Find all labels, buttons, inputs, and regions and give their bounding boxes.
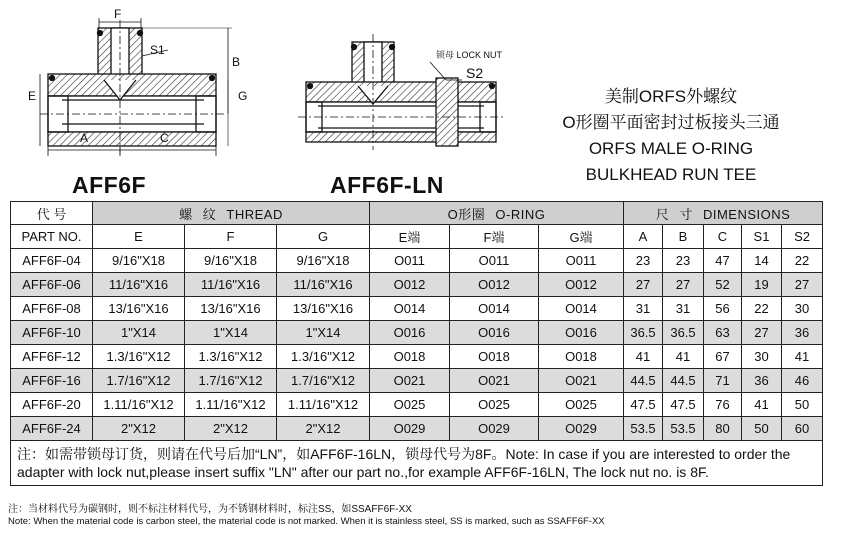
cell: 27 <box>742 321 782 345</box>
cell: 50 <box>782 393 823 417</box>
material-note-en: Note: When the material code is carbon steel, the material code is not marked. When it is stainless steel, SS is marked, such as SSAFF6F-XX <box>8 516 605 527</box>
label-s1: S1 <box>150 43 165 57</box>
label-c: C <box>160 131 169 145</box>
cell: 11/16"X16 <box>93 273 185 297</box>
cell: 46 <box>782 369 823 393</box>
label-s2: S2 <box>466 65 484 81</box>
lock-nut-note: 注：如需带锁母订货，则请在代号后加“LN”，如AFF6F-16LN，锁母代号为8F。Note: In case if you are interested to order the adapter with lock nut,please insert suffix "LN" after our part no.,for example AFF6F-16LN, The lock nut no. is 8F. <box>11 441 823 486</box>
oring-group-header: O形圈 O-RING <box>370 202 624 225</box>
cell: O016 <box>539 321 624 345</box>
cell: 9/16"X18 <box>185 249 277 273</box>
model-aff6f-ln: AFF6F-LN <box>330 172 444 198</box>
cell: O011 <box>450 249 539 273</box>
title-line-2: O形圈平面密封过板接头三通 <box>562 113 780 132</box>
cell: 1"X14 <box>277 321 370 345</box>
table-row <box>11 369 823 393</box>
cell: 23 <box>663 249 704 273</box>
cell: 1.3/16"X12 <box>93 345 185 369</box>
cell: O021 <box>370 369 450 393</box>
cell-part-no: AFF6F-24 <box>11 417 93 441</box>
cell: 56 <box>704 297 742 321</box>
cell-part-no: AFF6F-04 <box>11 249 93 273</box>
spec-table <box>10 201 823 486</box>
cell: 36 <box>742 369 782 393</box>
label-e: E <box>28 89 37 103</box>
cell-part-no: AFF6F-20 <box>11 393 93 417</box>
cell: 36.5 <box>663 321 704 345</box>
table-row <box>11 393 823 417</box>
table-row <box>11 273 823 297</box>
header-row-columns <box>11 225 823 249</box>
label-a: A <box>80 131 89 145</box>
cell: 44.5 <box>663 369 704 393</box>
col-header-f: F <box>185 225 277 249</box>
cell: 23 <box>624 249 663 273</box>
col-header-f-end: F端 <box>450 225 539 249</box>
cell-part-no: AFF6F-10 <box>11 321 93 345</box>
cell: O012 <box>539 273 624 297</box>
col-header-g-end: G端 <box>539 225 624 249</box>
cell: 11/16"X16 <box>277 273 370 297</box>
cell: 47 <box>704 249 742 273</box>
cell: O021 <box>539 369 624 393</box>
cell: 13/16"X16 <box>93 297 185 321</box>
cell: 1.3/16"X12 <box>185 345 277 369</box>
cell: 41 <box>663 345 704 369</box>
col-header-s2: S2 <box>782 225 823 249</box>
cell: 52 <box>704 273 742 297</box>
drawing-aff6f <box>40 18 232 156</box>
cell: 1.7/16"X12 <box>93 369 185 393</box>
cell: 76 <box>704 393 742 417</box>
cell: 19 <box>742 273 782 297</box>
col-header-a: A <box>624 225 663 249</box>
cell: 71 <box>704 369 742 393</box>
col-header-g: G <box>277 225 370 249</box>
cell: O014 <box>370 297 450 321</box>
cell-part-no: AFF6F-06 <box>11 273 93 297</box>
cell: O012 <box>450 273 539 297</box>
part-header-cn: 代 号 <box>11 202 93 225</box>
cell: O018 <box>450 345 539 369</box>
cell: O016 <box>370 321 450 345</box>
cell: 27 <box>663 273 704 297</box>
col-header-e-end: E端 <box>370 225 450 249</box>
cell: 1.11/16"X12 <box>185 393 277 417</box>
cell: 1"X14 <box>185 321 277 345</box>
cell: 41 <box>782 345 823 369</box>
cell-part-no: AFF6F-08 <box>11 297 93 321</box>
cell: 13/16"X16 <box>185 297 277 321</box>
cell: O029 <box>450 417 539 441</box>
col-header-e: E <box>93 225 185 249</box>
label-lock-nut: 锁母 LOCK NUT <box>436 50 503 60</box>
cell: O011 <box>370 249 450 273</box>
cell: 1"X14 <box>93 321 185 345</box>
title-line-1: 美制ORFS外螺纹 <box>604 87 738 106</box>
cell-part-no: AFF6F-16 <box>11 369 93 393</box>
cell: 30 <box>782 297 823 321</box>
cell: O018 <box>370 345 450 369</box>
col-header-c: C <box>704 225 742 249</box>
title-line-3: ORFS MALE O-RING <box>588 139 754 158</box>
cell: 1.11/16"X12 <box>93 393 185 417</box>
table-row <box>11 321 823 345</box>
cell: 53.5 <box>624 417 663 441</box>
cell: 1.11/16"X12 <box>277 393 370 417</box>
cell: 1.7/16"X12 <box>185 369 277 393</box>
cell: O014 <box>539 297 624 321</box>
cell: 47.5 <box>663 393 704 417</box>
cell: 63 <box>704 321 742 345</box>
cell: 1.7/16"X12 <box>277 369 370 393</box>
col-header-b: B <box>663 225 704 249</box>
cell: 80 <box>704 417 742 441</box>
label-g: G <box>238 89 248 103</box>
cell: 1.3/16"X12 <box>277 345 370 369</box>
part-header-en: PART NO. <box>11 225 93 249</box>
cell: 67 <box>704 345 742 369</box>
cell: 9/16"X18 <box>277 249 370 273</box>
cell: O014 <box>450 297 539 321</box>
cell: 2"X12 <box>185 417 277 441</box>
cell: 44.5 <box>624 369 663 393</box>
cell: 60 <box>782 417 823 441</box>
cell: 11/16"X16 <box>185 273 277 297</box>
cell: 50 <box>742 417 782 441</box>
cell: 2"X12 <box>93 417 185 441</box>
cell: 31 <box>624 297 663 321</box>
material-note-cn: 注：当材料代号为碳钢时，则不标注材料代号，为不锈钢材料时，标注SS，如SSAFF6F-XX <box>8 504 412 515</box>
cell-part-no: AFF6F-12 <box>11 345 93 369</box>
cell: 53.5 <box>663 417 704 441</box>
cell: O025 <box>370 393 450 417</box>
cell: O029 <box>539 417 624 441</box>
dimensions-group-header: 尺 寸 DIMENSIONS <box>624 202 823 225</box>
label-f: F <box>114 7 122 21</box>
cell: 47.5 <box>624 393 663 417</box>
note-row <box>11 441 823 486</box>
cell: O016 <box>450 321 539 345</box>
header-row-groups <box>11 202 823 225</box>
table-row <box>11 297 823 321</box>
cell: O018 <box>539 345 624 369</box>
cell: 27 <box>624 273 663 297</box>
cell: O025 <box>539 393 624 417</box>
table-row <box>11 249 823 273</box>
cell: 41 <box>624 345 663 369</box>
cell: 27 <box>782 273 823 297</box>
cell: 36.5 <box>624 321 663 345</box>
cell: O011 <box>539 249 624 273</box>
thread-group-header: 螺 纹 THREAD <box>93 202 370 225</box>
cell: 2"X12 <box>277 417 370 441</box>
cell: 31 <box>663 297 704 321</box>
cell: O012 <box>370 273 450 297</box>
title-line-4: BULKHEAD RUN TEE <box>585 165 757 184</box>
col-header-s1: S1 <box>742 225 782 249</box>
table-row <box>11 417 823 441</box>
table-row <box>11 345 823 369</box>
model-aff6f: AFF6F <box>72 172 147 198</box>
label-b: B <box>232 55 241 69</box>
cell: O029 <box>370 417 450 441</box>
cell: 13/16"X16 <box>277 297 370 321</box>
cell: O025 <box>450 393 539 417</box>
cell: 36 <box>782 321 823 345</box>
product-title <box>540 84 802 188</box>
cell: 41 <box>742 393 782 417</box>
cell: 30 <box>742 345 782 369</box>
cell: 9/16"X18 <box>93 249 185 273</box>
cell: 22 <box>782 249 823 273</box>
cell: 14 <box>742 249 782 273</box>
cell: 22 <box>742 297 782 321</box>
cell: O021 <box>450 369 539 393</box>
